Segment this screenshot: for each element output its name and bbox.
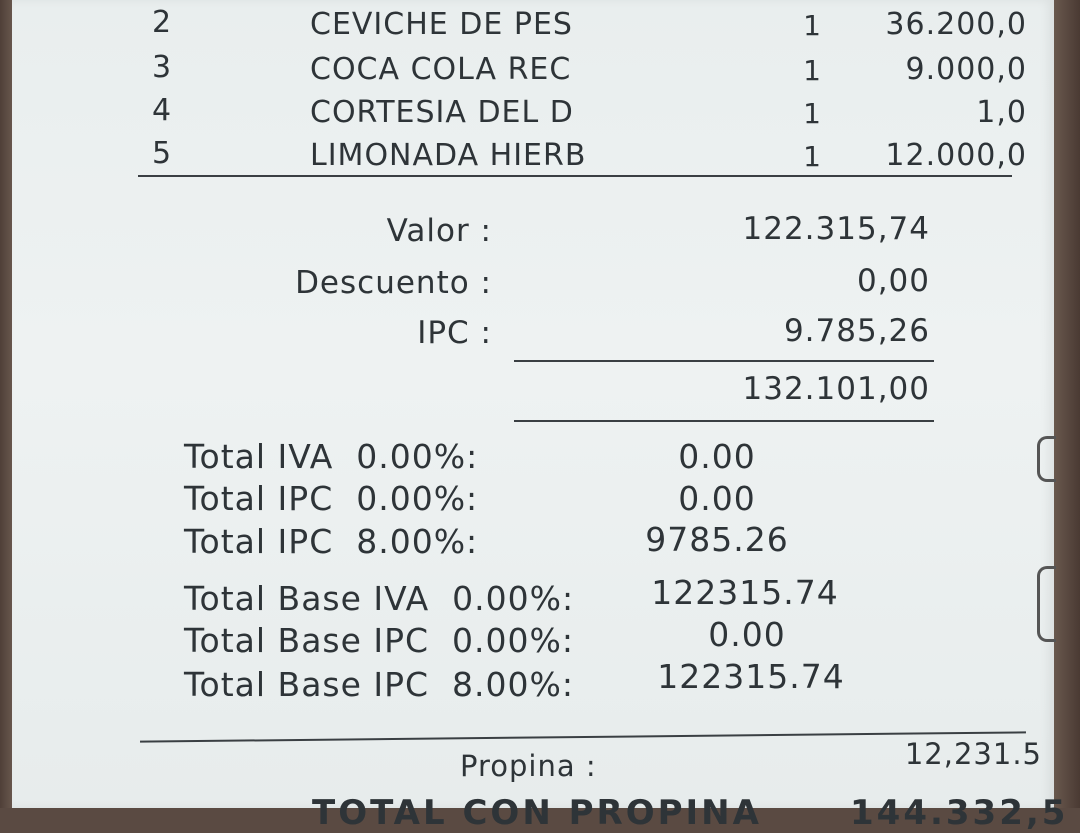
- total-with-tip-amount: 144.332,5: [850, 793, 1069, 833]
- item-description: COCA COLA REC: [310, 52, 572, 87]
- tip-amount: 12,231.5: [904, 737, 1042, 771]
- base-value: 0.00: [708, 615, 786, 654]
- item-amount: 12.000,0: [885, 138, 1027, 173]
- item-number: 3: [152, 50, 173, 85]
- item-description: CORTESIA DEL D: [310, 95, 574, 130]
- valor-label: Valor :: [386, 213, 492, 249]
- descuento-label: Descuento :: [295, 265, 492, 301]
- item-quantity: 1: [803, 9, 822, 42]
- tax-value: 9785.26: [645, 520, 789, 559]
- tip-label: Propina :: [460, 749, 597, 783]
- item-amount: 1,0: [976, 95, 1027, 130]
- subtotal-amount: 132.101,00: [742, 371, 930, 407]
- base-label: Total Base IPC 0.00%:: [184, 621, 575, 660]
- tax-value: 0.00: [678, 479, 756, 518]
- tax-label: Total IVA 0.00%:: [184, 437, 479, 476]
- item-quantity: 1: [803, 140, 822, 173]
- item-number: 2: [152, 5, 173, 40]
- base-value: 122315.74: [657, 657, 845, 696]
- item-number: 4: [152, 93, 173, 128]
- background-edge-right: [1050, 0, 1080, 808]
- descuento-amount: 0,00: [856, 263, 930, 299]
- subtotal-bottom-rule: [514, 420, 934, 422]
- ipc-label: IPC :: [417, 315, 492, 351]
- item-quantity: 1: [803, 97, 822, 130]
- tax-value: 0.00: [678, 437, 756, 476]
- total-with-tip-label: TOTAL CON PROPINA: [312, 793, 762, 833]
- paper-edge-tab: [1037, 566, 1056, 642]
- tax-label: Total IPC 8.00%:: [184, 522, 479, 561]
- receipt-paper: [12, 0, 1069, 833]
- item-amount: 9.000,0: [905, 52, 1027, 87]
- paper-edge-tab: [1037, 436, 1056, 482]
- base-value: 122315.74: [651, 573, 839, 612]
- item-quantity: 1: [803, 54, 822, 87]
- item-amount: 36.200,0: [885, 7, 1027, 42]
- subtotal-top-rule: [514, 360, 934, 362]
- item-number: 5: [152, 136, 173, 171]
- valor-amount: 122.315,74: [742, 211, 930, 247]
- item-description: LIMONADA HIERB: [310, 138, 587, 173]
- item-description: CEVICHE DE PES: [310, 7, 573, 42]
- ipc-amount: 9.785,26: [783, 313, 930, 349]
- tax-label: Total IPC 0.00%:: [184, 479, 479, 518]
- base-label: Total Base IVA 0.00%:: [184, 579, 575, 618]
- base-label: Total Base IPC 8.00%:: [184, 665, 575, 704]
- items-divider: [138, 175, 1012, 177]
